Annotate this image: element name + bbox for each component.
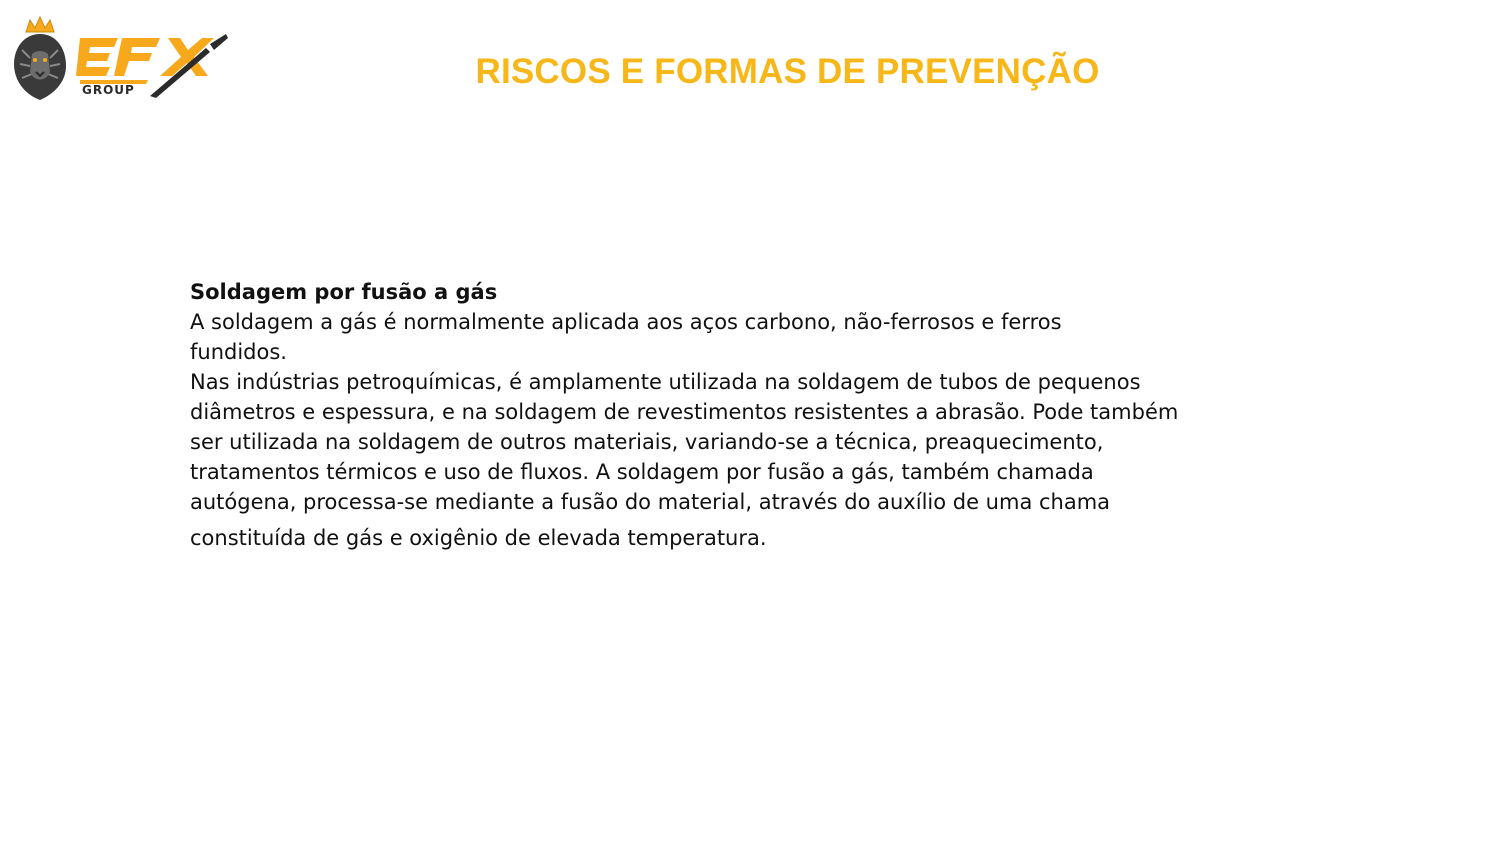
body-line: diâmetros e espessura, e na soldagem de revestimentos resistentes a abrasão. Pode também (190, 400, 1179, 424)
body-line: autógena, processa-se mediante a fusão do material, através do auxílio de uma chama (190, 490, 1111, 514)
body-line: fundidos. (190, 340, 287, 364)
body-line: Nas indústrias petroquímicas, é amplamente utilizada na soldagem de tubos de pequenos (190, 370, 1141, 394)
body-line: ser utilizada na soldagem de outros materiais, variando-se a técnica, preaquecimento, (190, 430, 1104, 454)
body-line: A soldagem a gás é normalmente aplicada aos aços carbono, não-ferrosos e ferros (190, 310, 1062, 334)
page-title: RISCOS E FORMAS DE PREVENÇÃO (475, 52, 1100, 91)
body-line: constituída de gás e oxigênio de elevada temperatura. (190, 526, 767, 550)
logo-sub-text: GROUP (82, 83, 135, 97)
section-heading: Soldagem por fusão a gás (190, 280, 498, 304)
content-body (190, 277, 1340, 553)
body-line: tratamentos térmicos e uso de fluxos. A soldagem por fusão a gás, também chamada (190, 460, 1094, 484)
